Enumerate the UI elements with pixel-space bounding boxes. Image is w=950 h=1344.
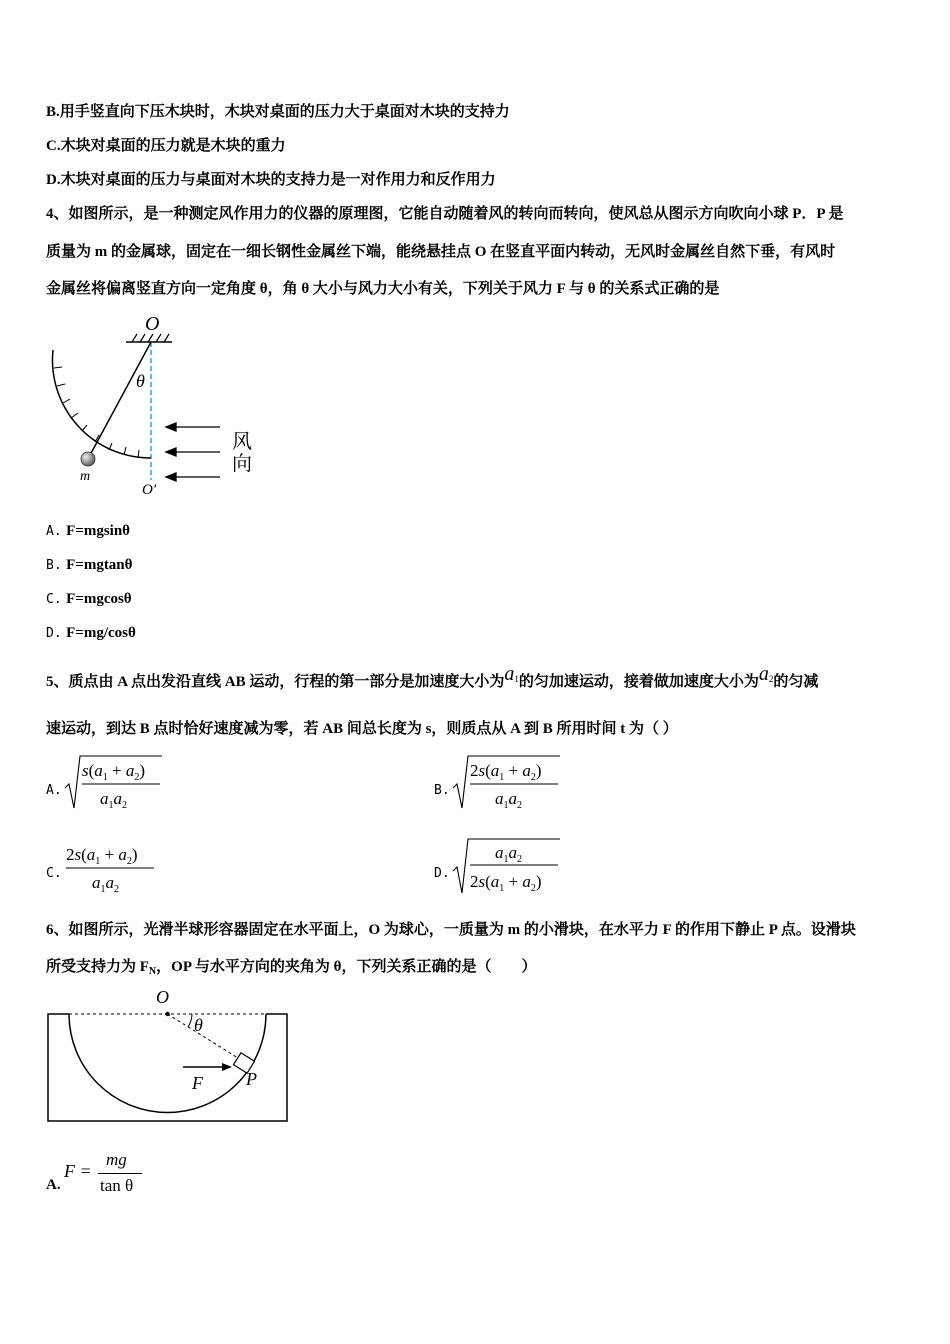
svg-text:a1a2: $a_1a_2$ [495, 843, 522, 865]
svg-text:2s(a1 + a2): $2s(a_1 + a_2)$ [470, 872, 542, 894]
q4-wind-label-1: 风 [232, 429, 252, 453]
q5-option-d-formula [450, 835, 570, 899]
q5-option-b-label: B. [434, 783, 450, 798]
q4-label-o-prime: O′ [142, 482, 157, 498]
q4-wind-instrument-figure [40, 310, 270, 500]
q5-option-b-formula [450, 752, 570, 816]
q4-stem-line3: 金属丝将偏离竖直方向一定角度 θ，角 θ 大小与风力大小有关，下列关于风力 F 与 θ 的关系式正确的是 [46, 281, 720, 297]
q4-metal-ball [81, 452, 95, 466]
q4-label-m: m [80, 469, 91, 484]
q5-stem-line1: 5、质点由 A 点出发沿直线 AB 运动，行程的第一部分是加速度大小为$a^1$的匀加速运动，接着做加速度大小为$a^2$的匀减 [46, 663, 819, 690]
q4-label-o: O [145, 313, 160, 335]
q4-option-d: D. F=mg/cosθ [46, 625, 136, 641]
q4-stem-line1: 4、如图所示，是一种测定风作用力的仪器的原理图，它能自动随着风的转向而转向，使风总从图示方向吹向小球 P．P 是 [46, 206, 844, 222]
q5-option-c-formula [62, 836, 162, 898]
svg-text:a1a2: $a_1a_2$ [100, 789, 127, 811]
q4-stem-line2: 质量为 m 的金属球，固定在一细长钢性金属丝下端，能绕悬挂点 O 在竖直平面内转动，无风时金属丝自然下垂，有风时 [46, 244, 836, 260]
q4-wind-label-2: 向 [232, 451, 252, 475]
q6-option-a-label: A. [46, 1177, 61, 1193]
svg-text:a1a2: $a_1a_2$ [92, 873, 119, 895]
q6-label-p: P [246, 1069, 257, 1089]
q4-option-c: C. F=mgcosθ [46, 591, 132, 607]
q4-option-b: B. F=mgtanθ [46, 557, 133, 573]
svg-text:2s(a1 + a2): $2s(a_1 + a_2)$ [66, 845, 138, 867]
q3-option-b: B.用手竖直向下压木块时，木块对桌面的压力大于桌面对木块的支持力 [46, 104, 510, 120]
svg-text:2s(a1 + a2): $2s(a_1 + a_2)$ [470, 761, 542, 783]
q5-option-c-label: C. [46, 866, 62, 881]
q6-label-o: O [156, 987, 169, 1007]
q4-label-theta: θ [136, 371, 145, 391]
q5-option-a-formula [62, 752, 172, 816]
q4-option-a: A. F=mgsinθ [46, 523, 130, 539]
q6-label-theta: θ [194, 1015, 203, 1035]
q3-option-d: D.木块对桌面的压力与桌面对木块的支持力是一对作用力和反作用力 [46, 172, 496, 188]
q6-label-f: F [192, 1073, 203, 1093]
q5-stem-line2: 速运动，到达 B 点时恰好速度减为零，若 AB 间总长度为 s，则质点从 A 到 B 所用时间 t 为（ ） [46, 721, 678, 737]
q3-option-c: C.木块对桌面的压力就是木块的重力 [46, 138, 286, 154]
q6-stem-line2: 所受支持力为 $F_N$，OP 与水平方向的夹角为 θ，下列关系正确的是（ ） [46, 959, 537, 977]
svg-text:s(a1 + a2): $s(a_1 + a_2)$ [82, 761, 146, 783]
svg-text:a1a2: $a_1a_2$ [495, 789, 522, 811]
q6-hemisphere-figure [40, 985, 300, 1127]
q6-stem-line1: 6、如图所示，光滑半球形容器固定在水平面上，O 为球心，一质量为 m 的小滑块，在水平力 F 的作用下静止 P 点。设滑块 [46, 922, 856, 938]
q6-option-a-formula: F = mg tan θ [64, 1150, 144, 1200]
q5-option-d-label: D. [434, 866, 450, 881]
q5-option-a-label: A. [46, 783, 62, 798]
